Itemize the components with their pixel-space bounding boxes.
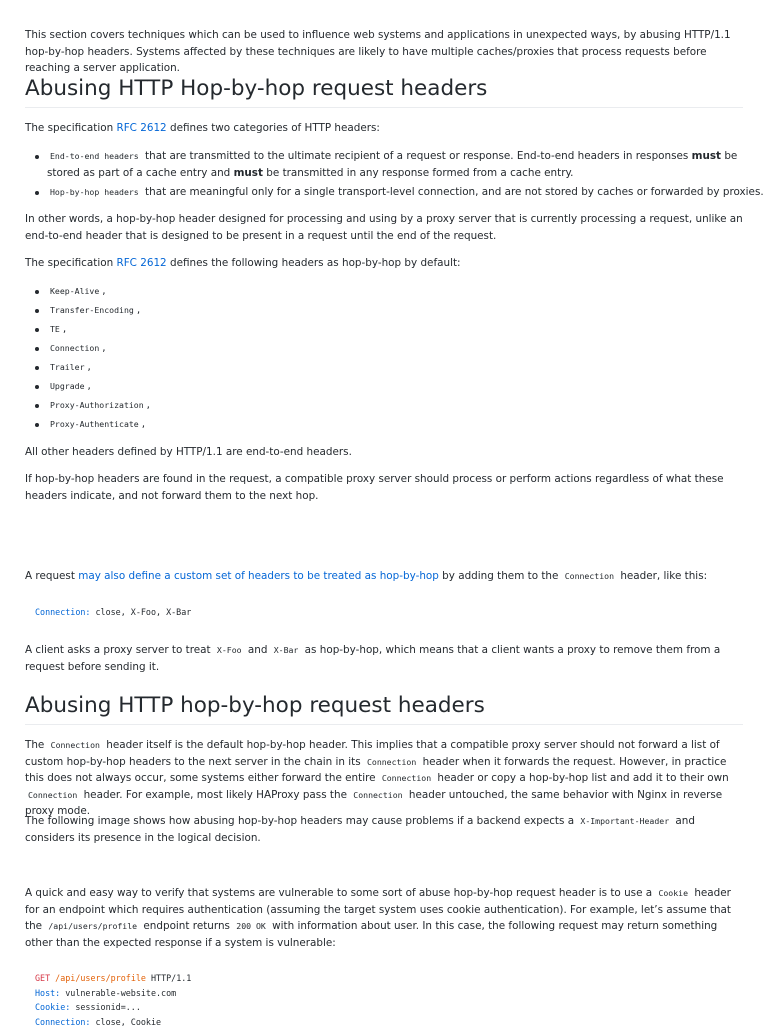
custom-headers-paragraph (25, 568, 743, 585)
text: , (62, 323, 67, 335)
intro-paragraph: This section covers techniques which can be used to influence web systems and applications in unexpected ways, by abusing HTTP/1.1 hop-by-hop headers. Systems affected by these techniques are likely to have multiple caches/proxies that process requests before reaching a server application. (25, 29, 731, 74)
emphasis: must (691, 150, 722, 162)
list-item (47, 416, 765, 435)
inline-code: Connection (50, 343, 100, 353)
text: header itself is the default hop-by-hop header. This implies that a compatible proxy server should not forward a list of custom hop-by-hop headers to the next server in the chain in its (25, 739, 720, 768)
text: endpoint returns (140, 920, 234, 932)
list-item (47, 302, 765, 321)
inline-code: Keep-Alive (50, 286, 100, 296)
rfc-link[interactable]: RFC 2612 (116, 257, 167, 269)
verify-paragraph (25, 885, 743, 951)
text: , (87, 361, 91, 373)
text: The specification (25, 257, 117, 269)
request-code-block (25, 971, 753, 1029)
list-item (47, 184, 765, 201)
spec-default-paragraph (25, 255, 743, 272)
inline-code: Connection (353, 789, 403, 800)
text: defines two categories of HTTP headers: (166, 122, 380, 134)
text: and considers its presence in the logical decision. (25, 815, 695, 844)
code-key: Connection: (35, 607, 91, 617)
text: with information about user. In this case, the following request may return something other than the expected response if a system is vulnerable: (25, 920, 718, 949)
inline-code: Upgrade (50, 381, 85, 391)
text: , (87, 380, 91, 392)
spec-intro-paragraph (25, 120, 743, 137)
section-heading: Abusing HTTP hop-by-hop request headers (25, 692, 743, 725)
emphasis: must (233, 166, 263, 179)
inline-code: TE (50, 324, 60, 334)
list-item (47, 359, 765, 378)
inline-code: Connection (564, 571, 615, 581)
inline-code: Connection (50, 740, 100, 750)
custom-headers-link[interactable]: may also define a custom set of headers to be treated as hop-by-hop (78, 570, 439, 582)
inline-code: End-to-end headers (50, 151, 139, 161)
inline-code: Proxy-Authenticate (50, 419, 139, 429)
text: header when it forwards the request. However, in practice this does not always occur, some systems either forward the entire (25, 755, 727, 784)
client-asks-paragraph (25, 642, 743, 675)
text: A quick and easy way to verify that systems are vulnerable to some sort of abuse hop-by-hop request header is to use a (25, 887, 656, 899)
if-found-paragraph: If hop-by-hop headers are found in the request, a compatible proxy server should process or perform actions regardless of what these headers indicate, and not forward them to the next hop. (25, 473, 724, 502)
all-other-paragraph: All other headers defined by HTTP/1.1 are end-to-end headers. (25, 446, 352, 458)
text: , (141, 418, 146, 430)
inline-code: Connection (381, 773, 432, 783)
list-item (47, 397, 765, 416)
http-path: /api/users/profile (50, 973, 146, 983)
text: header. For example, most likely HAProxy pass the (80, 788, 351, 801)
text: that are transmitted to the ultimate recipient of a request or response. End-to-end headers in responses (141, 150, 692, 162)
inline-code: Cookie (658, 888, 689, 898)
http-version: HTTP/1.1 (145, 973, 192, 983)
text: header untouched, the same behavior with Nginx in reverse proxy mode. (25, 788, 723, 817)
text: The following image shows how abusing hop-by-hop headers may cause problems if a backend expects a (25, 815, 578, 827)
inline-code: X-Important-Header (580, 816, 670, 826)
other-words-paragraph: In other words, a hop-by-hop header designed for processing and using by a proxy server that is currently processing a request, unlike an end-to-end header that is designed to be present in a request until the end of the request. (25, 213, 743, 242)
inline-code: X-Bar (273, 645, 299, 655)
text: , (102, 285, 106, 297)
text: and (244, 644, 271, 656)
text: The (25, 739, 48, 751)
image-description-paragraph (25, 813, 743, 846)
text: A request (25, 570, 79, 582)
inline-code: Proxy-Authorization (50, 400, 144, 410)
code-value: close, X-Foo, X-Bar (90, 607, 192, 617)
text: that are meaningful only for a single transport-level connection, and are not stored by caches or forwarded by proxies. (141, 186, 764, 198)
list-item (47, 378, 765, 397)
text: , (146, 399, 150, 411)
text: be stored as part of a cache entry and (47, 150, 738, 179)
code-block (25, 605, 753, 620)
text: by adding them to the (438, 570, 562, 582)
inline-code: /api/users/profile (48, 921, 138, 931)
code-value: vulnerable-website.com (60, 987, 177, 998)
text: header or copy a hop-by-hop list and add it to their own (434, 772, 729, 784)
connection-header-paragraph (25, 737, 743, 820)
inline-code: Connection (366, 756, 417, 767)
text: The specification (25, 122, 117, 134)
inline-code: 200 OK (236, 921, 266, 931)
text: A client asks a proxy server to treat (25, 644, 214, 656)
inline-code: X-Foo (216, 645, 242, 655)
text: , (102, 342, 106, 354)
text: , (136, 304, 141, 316)
code-key: Connection: (35, 1016, 91, 1027)
header-categories-list (25, 148, 765, 201)
text: header for an endpoint which requires authentication (assuming the target system uses cookie authentication). For example, let’s assume that the (25, 887, 731, 932)
inline-code: Hop-by-hop headers (50, 187, 139, 197)
inline-code: Transfer-Encoding (50, 305, 134, 315)
section-heading: Abusing HTTP Hop-by-hop request headers (25, 75, 743, 108)
default-hop-headers-list (25, 283, 765, 435)
code-value: sessionid=... (70, 1002, 141, 1012)
text: defines the following headers as hop-by-hop by default: (166, 257, 461, 269)
text: be transmitted in any response formed from a cache entry. (262, 166, 574, 179)
text: as hop-by-hop, which means that a client wants a proxy to remove them from a request before sending it. (25, 644, 721, 673)
list-item (47, 283, 765, 302)
code-value: close, Cookie (90, 1016, 162, 1027)
inline-code: Connection (28, 789, 78, 800)
list-item (47, 321, 765, 340)
code-key: Host: (35, 987, 61, 998)
list-item (47, 340, 765, 359)
text: header, like this: (617, 570, 708, 582)
inline-code: Trailer (50, 362, 85, 372)
http-method: GET (35, 973, 51, 983)
code-key: Cookie: (35, 1002, 71, 1012)
rfc-link[interactable]: RFC 2612 (116, 122, 167, 134)
list-item (47, 148, 765, 181)
